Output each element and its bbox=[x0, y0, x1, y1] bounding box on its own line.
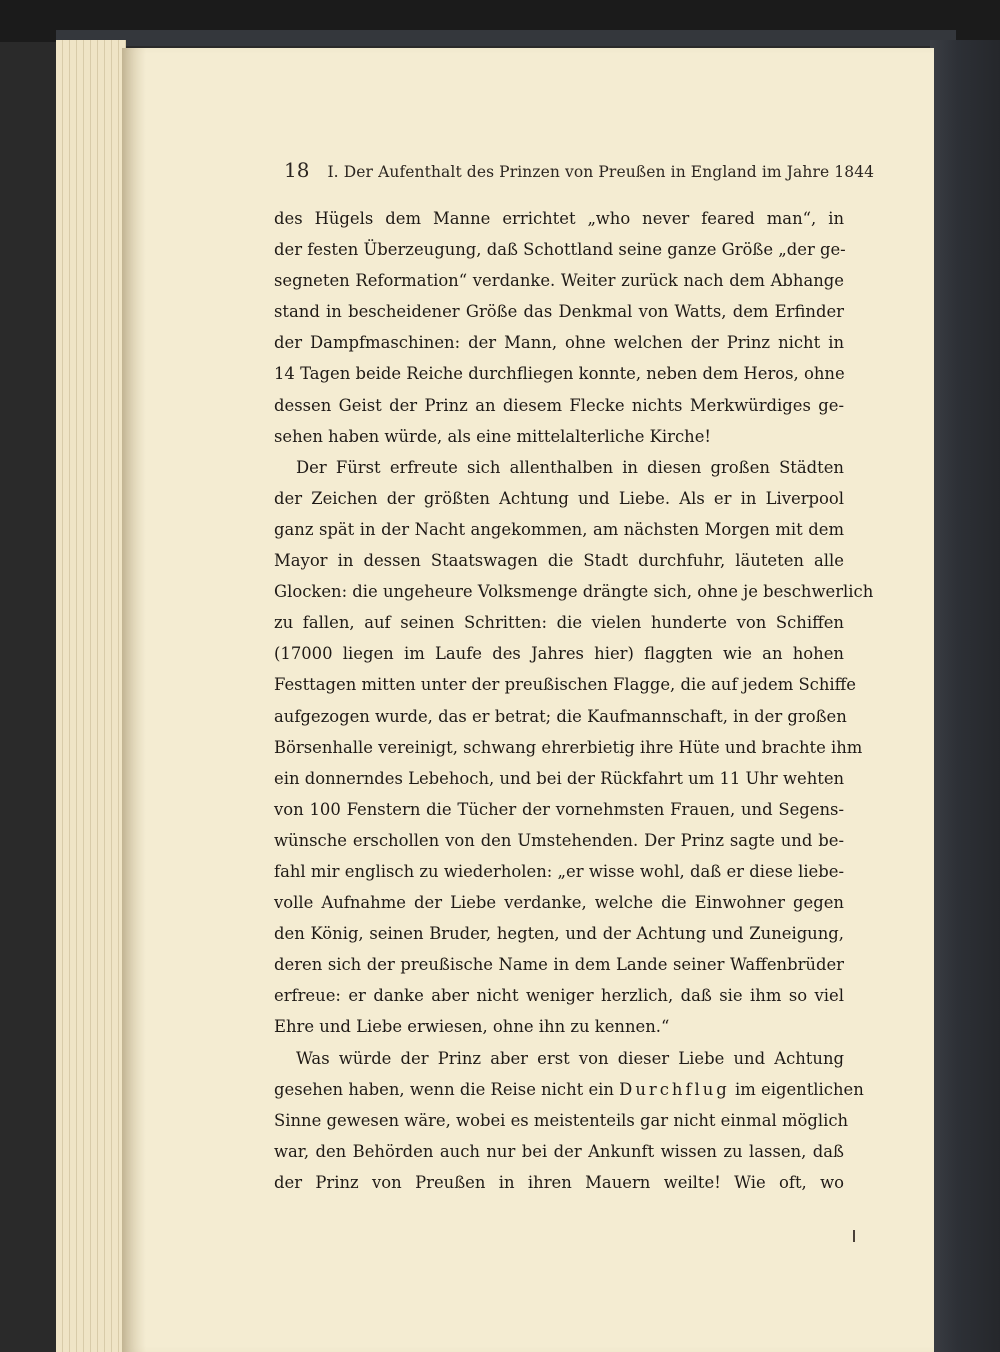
text-line: segneten Reformation“ verdanke. Weiter zurück nach dem Abhange bbox=[274, 271, 844, 291]
text-line: volle Aufnahme der Liebe verdanke, welche die Einwohner gegen bbox=[274, 893, 844, 913]
text-line: sehen haben würde, als eine mittelalterliche Kirche! bbox=[274, 426, 712, 446]
body-text bbox=[274, 203, 874, 1198]
gutter-shadow bbox=[122, 48, 146, 1352]
text-line: des Hügels dem Manne errichtet „who never feared man“, in bbox=[274, 209, 844, 228]
text-line: gesehen haben, wenn die Reise nicht ein Durchflug im eigentlichen bbox=[274, 1079, 864, 1099]
text-line: zu fallen, auf seinen Schritten: die vielen hunderte von Schiffen bbox=[274, 613, 844, 633]
text-line: der festen Überzeugung, daß Schottland seine ganze Größe „der ge- bbox=[274, 240, 846, 260]
text-line: den König, seinen Bruder, hegten, und der Achtung und Zuneigung, bbox=[274, 924, 844, 944]
text-line: war, den Behörden auch nur bei der Ankunft wissen zu lassen, daß bbox=[274, 1141, 844, 1161]
text-line: deren sich der preußische Name in dem Lande seiner Waffenbrüder bbox=[274, 955, 844, 975]
text-line: Glocken: die ungeheure Volksmenge drängte sich, ohne je beschwerlich bbox=[274, 582, 874, 602]
text-line: ein donnerndes Lebehoch, und bei der Rückfahrt um 11 Uhr wehten bbox=[274, 768, 845, 788]
text-line: Ehre und Liebe erwiesen, ohne ihn zu kennen.“ bbox=[274, 1017, 670, 1037]
text-line: aufgezogen wurde, das er betrat; die Kaufmannschaft, in der großen bbox=[274, 706, 847, 726]
page-stack-edges bbox=[56, 40, 126, 1352]
text-line: (17000 liegen im Laufe des Jahres hier) flaggten wie an hohen bbox=[274, 644, 844, 664]
text-line: der Dampfmaschinen: der Mann, ohne welchen der Prinz nicht in bbox=[274, 333, 844, 353]
text-line: wünsche erschollen von den Umstehenden. Der Prinz sagte und be- bbox=[274, 830, 844, 850]
text-line: stand in bescheidener Größe das Denkmal von Watts, dem Erfinder bbox=[274, 302, 844, 322]
text-line: der Prinz von Preußen in ihren Mauern weilte! Wie oft, wo bbox=[274, 1172, 844, 1192]
text-line: von 100 Fenstern die Tücher der vornehmsten Frauen, und Segens- bbox=[274, 799, 844, 819]
text-line: dessen Geist der Prinz an diesem Flecke nichts Merkwürdiges ge- bbox=[274, 395, 844, 415]
book-cover-right-edge bbox=[930, 40, 1000, 1352]
text-line: Mayor in dessen Staatswagen die Stadt durchfuhr, läuteten alle bbox=[274, 551, 844, 571]
text-line: erfreue: er danke aber nicht weniger herzlich, daß sie ihm so viel bbox=[274, 986, 844, 1006]
text-line: Was würde der Prinz aber erst von dieser Liebe und Achtung bbox=[296, 1048, 844, 1068]
text-line: fahl mir englisch zu wiederholen: „er wisse wohl, daß er diese liebe- bbox=[274, 861, 844, 881]
spaced-emphasis: Durchflug bbox=[619, 1079, 730, 1099]
text-line: 14 Tagen beide Reiche durchfliegen konnte, neben dem Heros, ohne bbox=[274, 364, 845, 384]
margin-mark bbox=[853, 1230, 855, 1242]
text-line: Sinne gewesen wäre, wobei es meistenteils gar nicht einmal möglich bbox=[274, 1110, 849, 1130]
running-head bbox=[284, 158, 875, 182]
book-cover-top-edge bbox=[56, 30, 956, 46]
page-number: 18 bbox=[284, 158, 310, 182]
text-line: der Zeichen der größten Achtung und Liebe. Als er in Liverpool bbox=[274, 488, 844, 508]
text-line: ganz spät in der Nacht angekommen, am nächsten Morgen mit dem bbox=[274, 519, 844, 539]
running-head-title: I. Der Aufenthalt des Prinzen von Preußen in England im Jahre 1844 bbox=[327, 163, 875, 181]
text-line: Börsenhalle vereinigt, schwang ehrerbietig ihre Hüte und brachte ihm bbox=[274, 737, 863, 757]
text-line: Der Fürst erfreute sich allenthalben in diesen großen Städten bbox=[296, 457, 844, 477]
text-line: Festtagen mitten unter der preußischen Flagge, die auf jedem Schiffe bbox=[274, 675, 857, 695]
